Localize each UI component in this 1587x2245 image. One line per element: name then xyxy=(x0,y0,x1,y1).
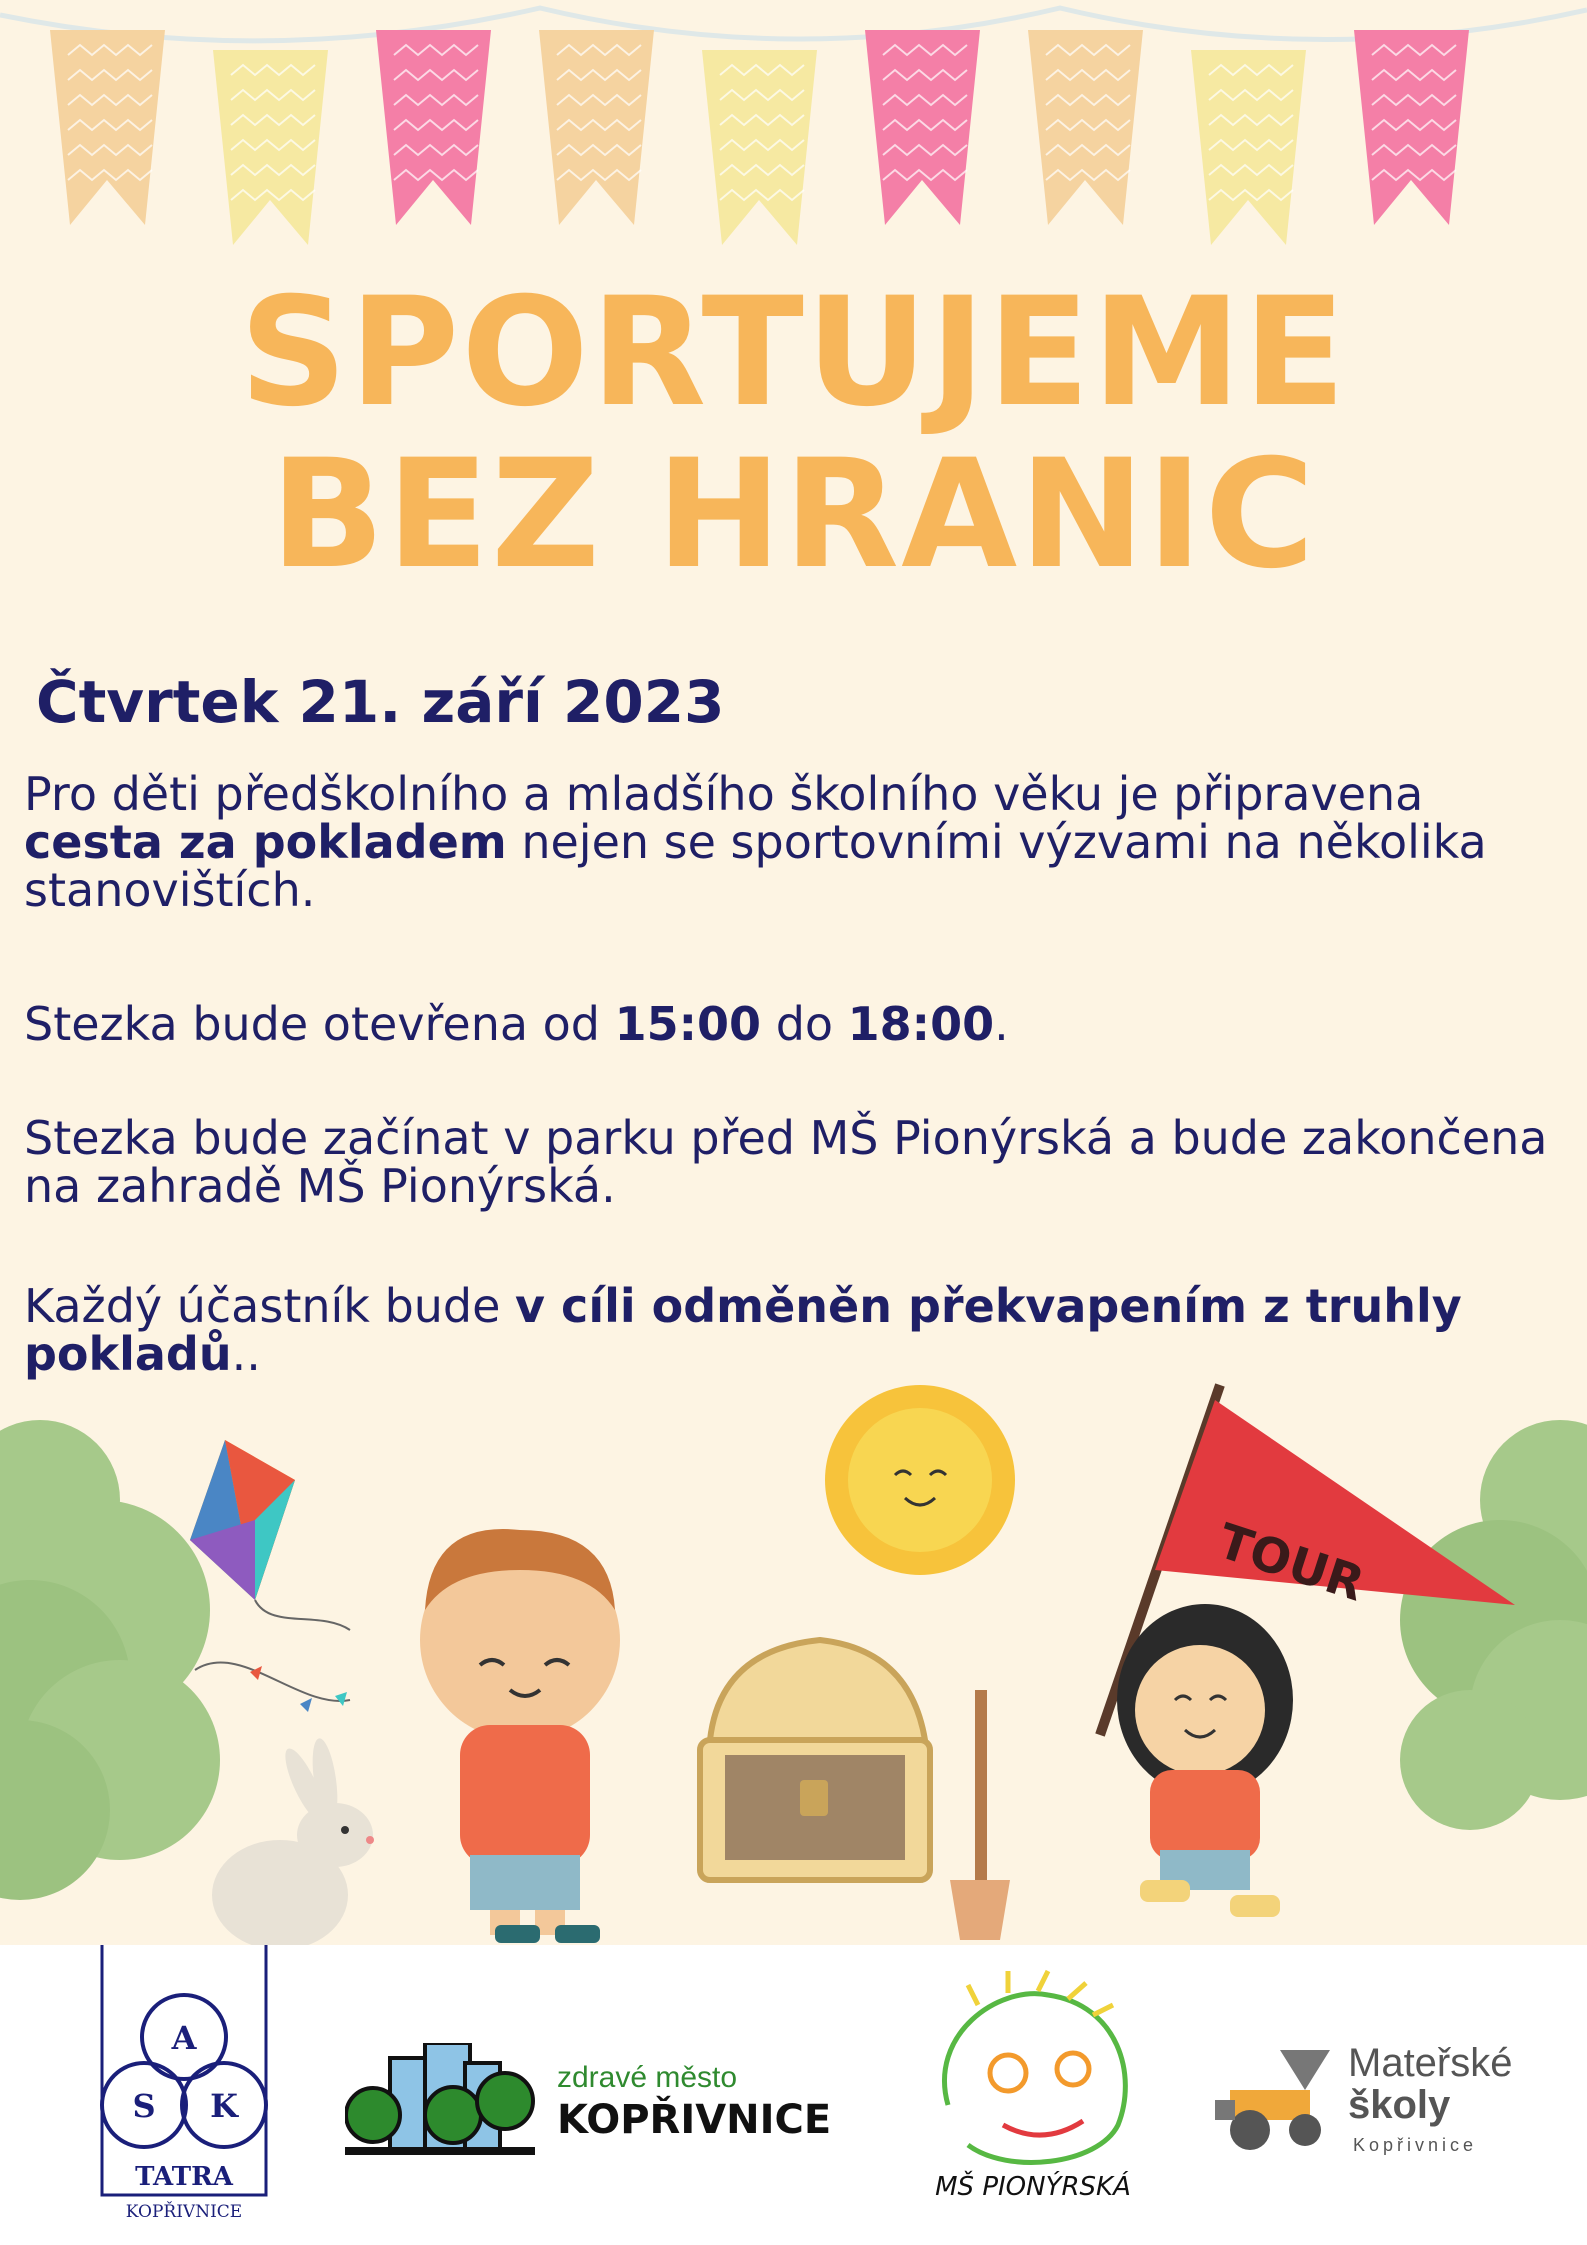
tractor-icon xyxy=(1210,2045,1340,2155)
bunting-pennant xyxy=(1191,50,1306,245)
bunting-pennant xyxy=(376,30,491,225)
ask-letter-k: K xyxy=(210,2087,238,2125)
bunting-pennant xyxy=(702,50,817,245)
illustration-scene xyxy=(0,1380,1587,1945)
ask-city: KOPŘIVNICE xyxy=(125,2202,243,2222)
bunting-pennant xyxy=(865,30,980,225)
bunting-pennant xyxy=(1354,30,1469,225)
reward-paragraph: Každý účastník bude v cíli odměněn překvapením z truhly pokladů.. xyxy=(24,1279,1462,1381)
intro-paragraph: Pro děti předškolního a mladšího školního věku je připravena cesta za pokladem nejen se sportovními výzvami na několika stanovištích. xyxy=(24,767,1487,917)
poster-title-line1: SPORTUJEME xyxy=(239,266,1348,440)
bunting-pennant xyxy=(539,30,654,225)
rabbit-icon xyxy=(212,1737,374,1945)
materske-skoly-line3: Kopřivnice xyxy=(1353,2135,1478,2155)
ask-letter-s: S xyxy=(132,2087,156,2125)
shovel-icon xyxy=(950,1690,1010,1940)
ask-tatra-logo xyxy=(88,1945,280,2235)
ms-pionyrska-text: MŠ PIONÝRSKÁ xyxy=(935,2172,1131,2202)
left-bush-icon xyxy=(0,1420,220,1900)
event-date: Čtvrtek 21. září 2023 xyxy=(36,668,725,736)
hours-to: 18:00 xyxy=(847,997,995,1051)
ask-name: TATRA xyxy=(135,2162,233,2192)
poster-title-line2: BEZ HRANIC xyxy=(270,428,1317,602)
bunting-pennant xyxy=(213,50,328,245)
bunting-pennant xyxy=(1028,30,1143,225)
materske-skoly-line2: školy xyxy=(1348,2083,1451,2127)
bunting-pennant xyxy=(50,30,165,225)
right-bush-icon xyxy=(1400,1420,1587,1830)
city-trees-icon xyxy=(345,2043,535,2158)
sun-icon xyxy=(825,1385,1015,1575)
route-paragraph: Stezka bude začínat v parku před MŠ Pionýrská a bude zakončena na zahradě MŠ Pionýrská. xyxy=(24,1111,1548,1213)
materske-skoly-line1: Mateřské xyxy=(1348,2041,1513,2085)
ms-pionyrska-logo xyxy=(888,1965,1178,2225)
intro-highlight: cesta za pokladem xyxy=(24,815,507,869)
bunting-rope xyxy=(0,8,1587,41)
ask-letter-a: A xyxy=(171,2019,197,2057)
zdrave-mesto-big: KOPŘIVNICE xyxy=(557,2097,832,2143)
kite-icon xyxy=(190,1440,350,1712)
hours-from: 15:00 xyxy=(614,997,762,1051)
hours-paragraph: Stezka bude otevřena od 15:00 do 18:00. xyxy=(24,997,1009,1051)
zdrave-mesto-logo xyxy=(345,2035,865,2165)
materske-skoly-logo xyxy=(1210,2035,1550,2165)
treasure-chest-icon xyxy=(700,1640,930,1880)
reward-highlight: v cíli odměněn překvapením z truhly pokladů xyxy=(24,1279,1462,1381)
flag-label: TOUR xyxy=(1211,1513,1371,1613)
bunting-decoration xyxy=(0,0,1587,250)
zdrave-mesto-small: zdravé město xyxy=(557,2061,738,2094)
boy-icon xyxy=(420,1529,620,1943)
